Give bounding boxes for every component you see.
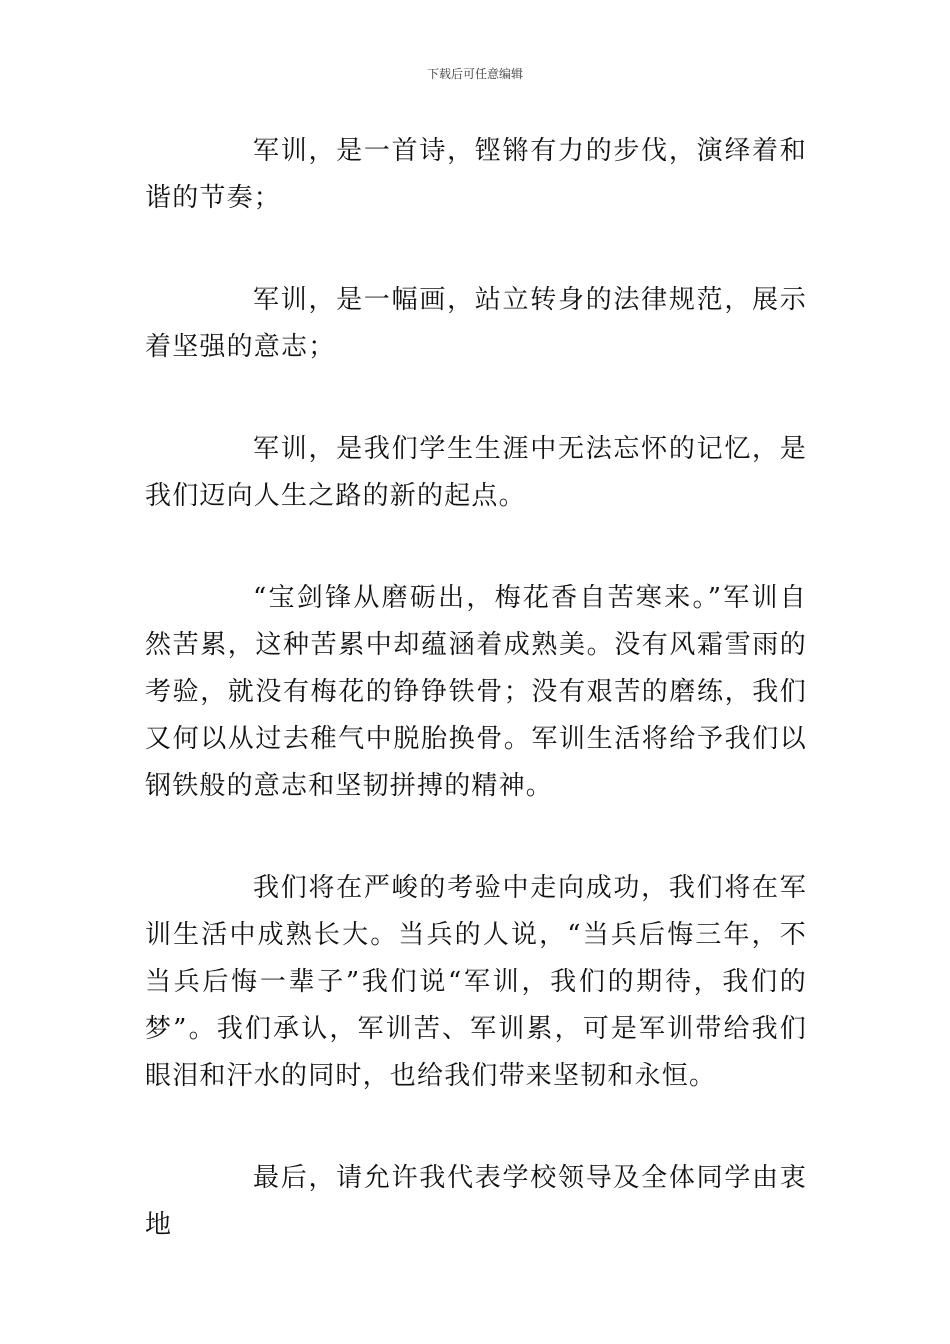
paragraph-1: 军训，是一首诗，铿锵有力的步伐，演绎着和谐的节奏； (145, 136, 807, 213)
paragraph-5: 我们将在严峻的考验中走向成功，我们将在军训生活中成熟长大。当兵的人说，“当兵后悔三年，不当兵后悔一辈子”我们说“军训，我们的期待，我们的梦”。我们承认，军训苦、军训累，可是军训带给我们眼泪和汗水的同时，也给我们带来坚韧和永恒。 (145, 873, 807, 1091)
document-body (145, 128, 807, 1304)
paragraph-6: 最后，请允许我代表学校领导及全体同学由衷地 (145, 1163, 807, 1240)
paragraph-2: 军训，是一幅画，站立转身的法律规范，展示着坚强的意志； (145, 285, 807, 362)
paragraph-3: 军训，是我们学生生涯中无法忘怀的记忆，是我们迈向人生之路的新的起点。 (145, 434, 807, 511)
paragraph-4: “宝剑锋从磨砺出，梅花香自苦寒来。”军训自然苦累，这种苦累中却蕴涵着成熟美。没有风霜雪雨的考验，就没有梅花的铮铮铁骨；没有艰苦的磨练，我们又何以从过去稚气中脱胎换骨。军训生活将给予我们以钢铁般的意志和坚韧拼搏的精神。 (145, 583, 807, 801)
header-note: 下载后可任意编辑 (426, 67, 523, 81)
